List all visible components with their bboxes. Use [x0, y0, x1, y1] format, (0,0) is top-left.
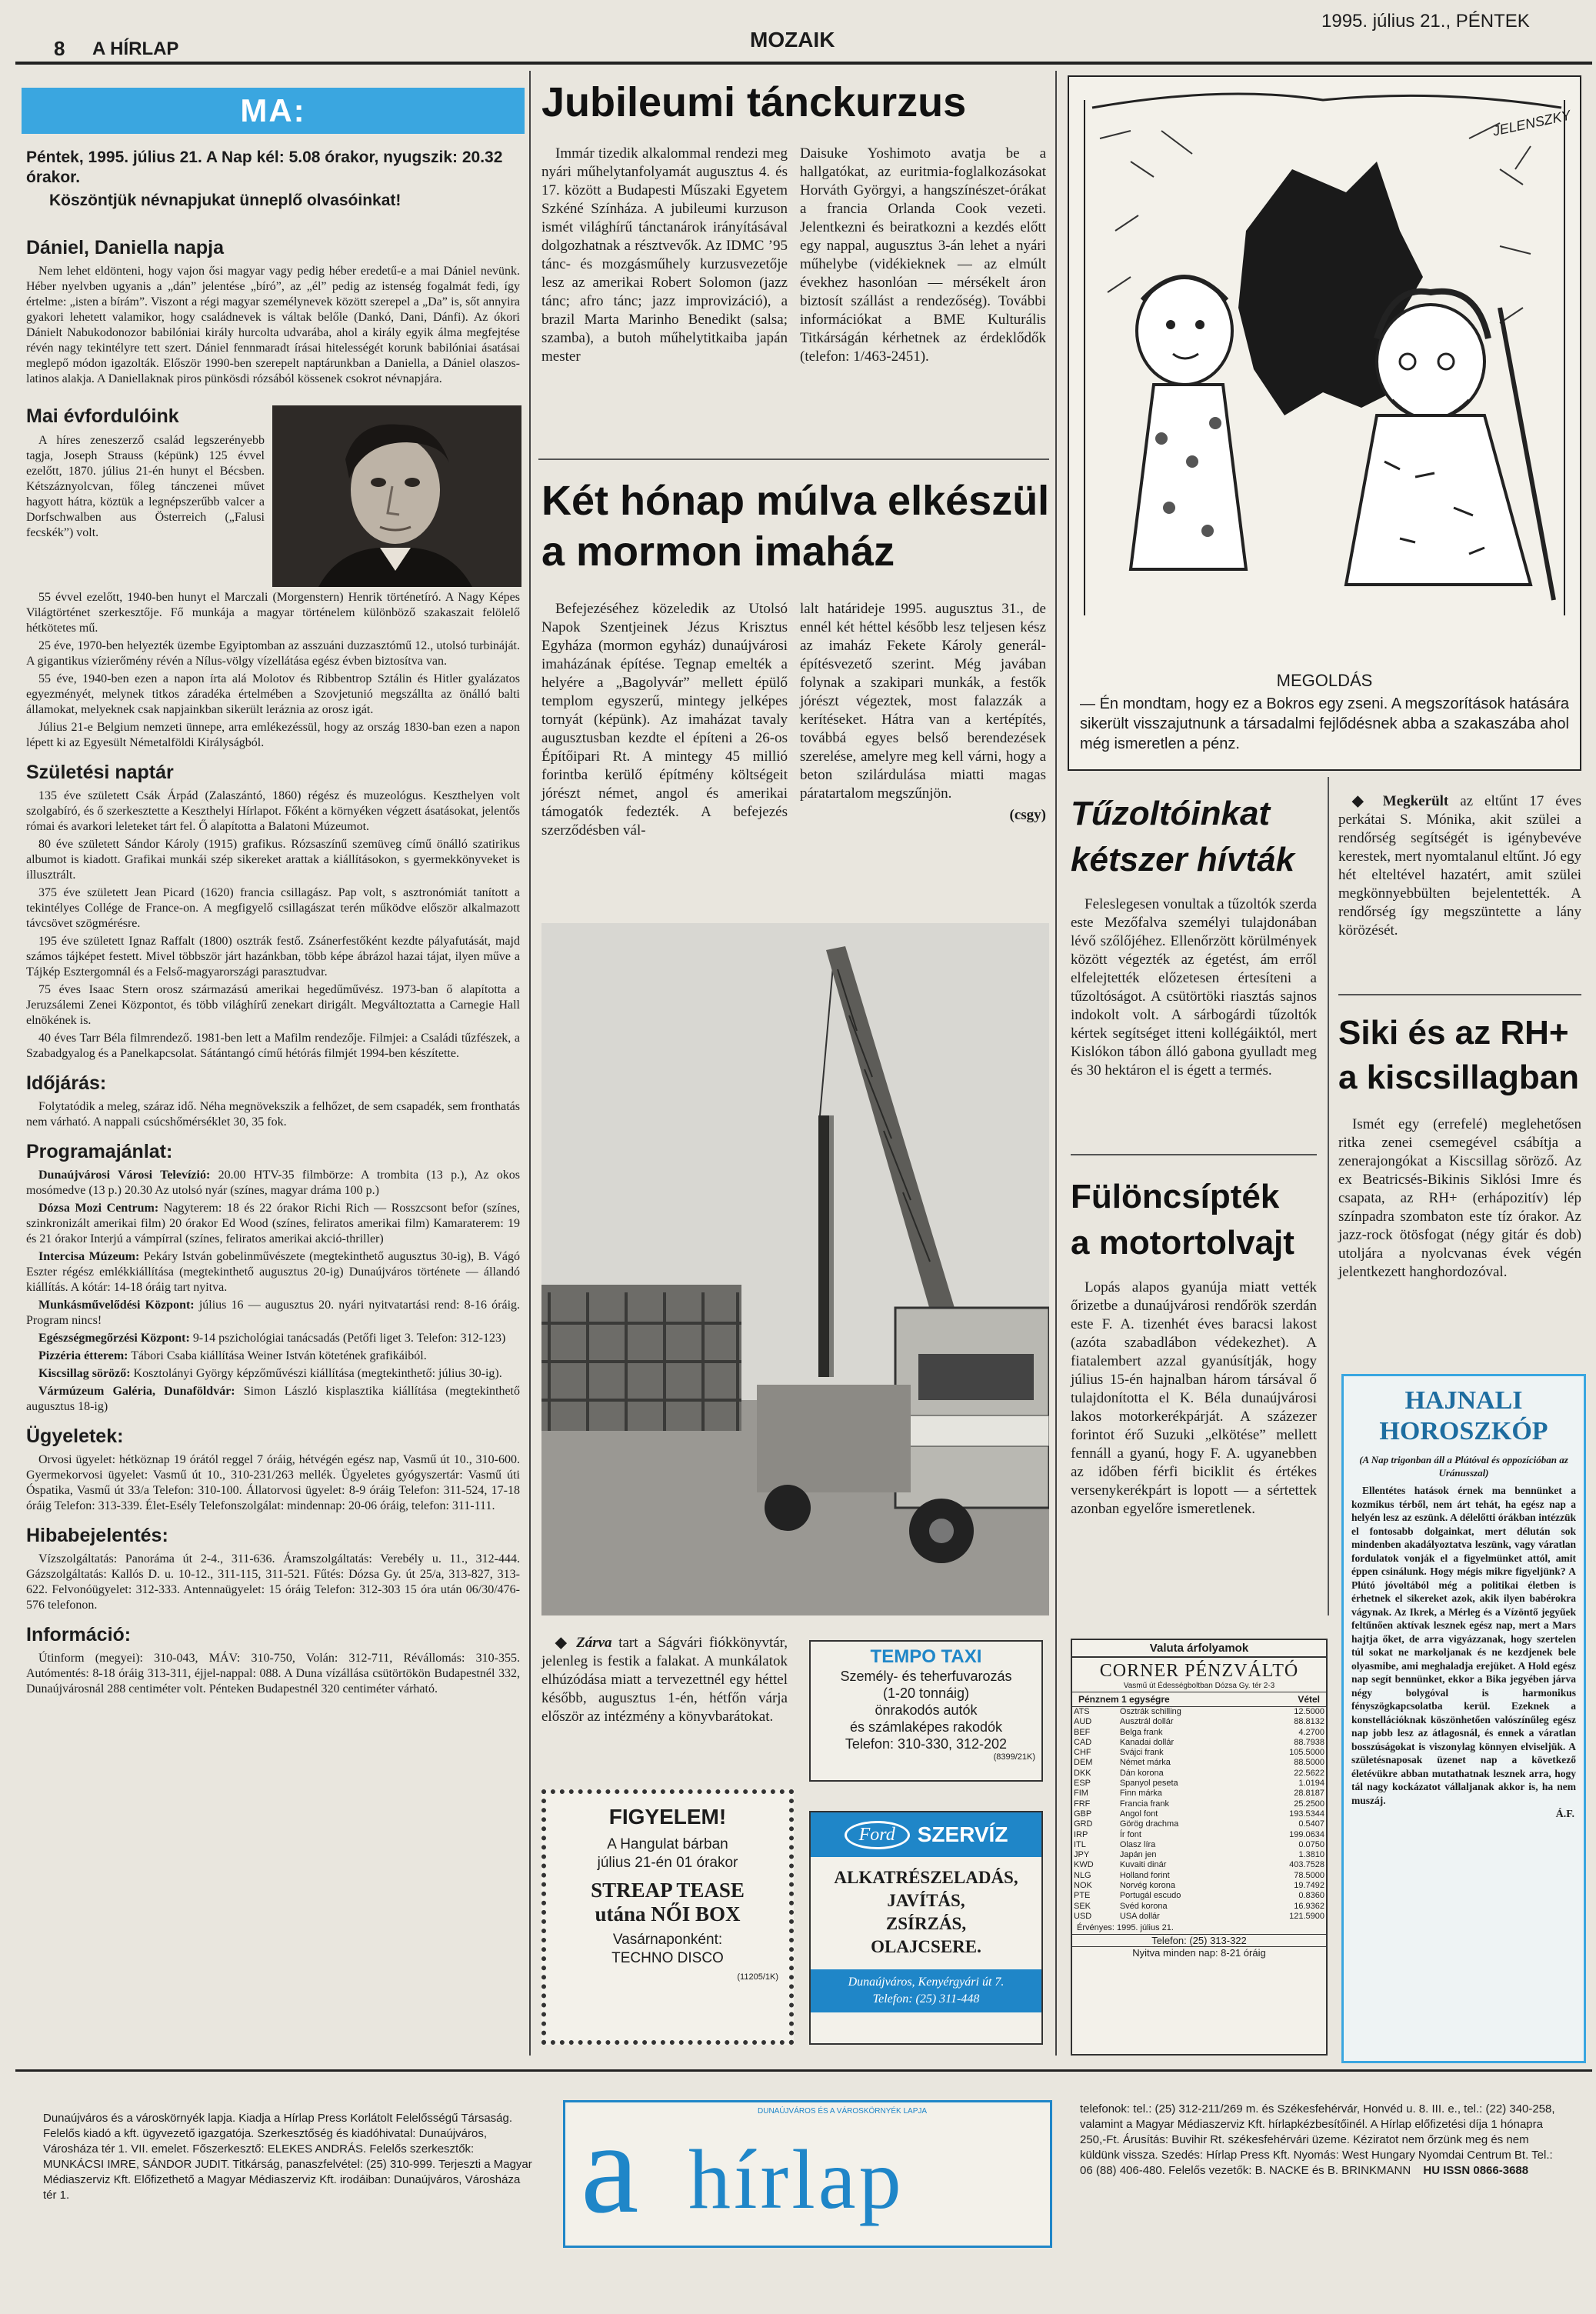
fx-currency-name: Svájci frank — [1119, 1748, 1164, 1758]
found-paragraph — [1338, 792, 1581, 940]
program-item — [26, 1298, 520, 1329]
fx-code: JPY — [1074, 1850, 1090, 1860]
fx-hours: Nyitva minden nap: 8-21 óráig — [1072, 1946, 1326, 1959]
info-title: Információ: — [26, 1624, 132, 1645]
fx-table-body — [1072, 1707, 1326, 1922]
tempo-taxi-line: önrakodós autók — [875, 1702, 978, 1718]
dance-paragraph: Daisuke Yoshimoto avatja be a hallgatókat, az euritmia-foglalkozásokat Horváth Györgyi, a hangszínészet-órákat a francia Orlanda Cook vezeti. Jelentkezni és beiratkozni a kezdés előtt egy nappal, augusztus 3-án lehet a nyári műhelybe (vidékieknek — az elmúlt évekhez hasonlóan — mérsékelt áron biztosít szállást a rendezőség). További információkat a BME Kulturális Titkárságán kérhetnek az érdeklődők (telefon: 1/463-2451). — [800, 145, 1046, 365]
program-text: Pekáry István gobelinművészete (megtekinthető augusztus 30-ig), B. Vágó Eszter régész emlékkiállítása (megtekinthető augusztus 20-ig) Dunaújváros története — állandó kiállítás. A kótár: 14-18 óráig tart nyitva. — [26, 1250, 520, 1294]
fx-rate: 1.3810 — [1298, 1850, 1324, 1860]
closed-text: tart a Ságvári fiókkönyvtár, jelenleg is festik a falakat. A munkálatok elhúzódása miatt a tervezettnél egy héttel később, augusztus 1-én, hétfőn várja először az intézmény a könyvbarátokat. — [541, 1635, 788, 1725]
issn: HU ISSN 0866-3688 — [1423, 2164, 1529, 2177]
closed-paragraph — [541, 1634, 788, 1726]
horoscope-text: Ellentétes hatások érnek ma bennünket a kozmikus térből, nem árt tehát, ha egész nap a helyén lesz az eszünk. A délelőtti órákban intézzük el fontosabb dolgainkat, mert délután sok mindenben akadályoztatva leszünk, vagy váratlan fordulatok vonják el a figyelmünket attól, amit éppen csinálunk. Hogy mégis mikre figyeljünk? A Plútó jóvoltából még a politikai életben is érhetnek el sikereket azok, akik ilyen babérokra vágynak. Az Ikrek, a Mérleg és a Vízöntő jegyűek feltűnően aktívak lesznek egész nap, mert a Mars hajtja őket, de arra vigyázzanak, hogy szertelen túl sokat ne markoljanak és ne kezdjenek bele olyasmibe, ami meghaladja erejüket. A Hold egész nap segít bennünket, ekkor a Bika jegyében járva négy bolygóval is harmonikus fényszögkapcsolatba kerül. Ezeknek a konstellációknak köszönhetően valószínűleg egész nap jobb lesz az átlagosnál, és ennek a váratlan bosszúságokat is viszonylag könnyen elviseljük. A születésnaposak üzenet nap a következő életévükre abban mutathatnak lesznek arra, hogy tál nagy kockázatot vállaljanak akkor is, ha nem muszáj. — [1351, 1485, 1576, 1806]
program-item — [26, 1366, 520, 1382]
crane-illustration — [541, 923, 1049, 1615]
fx-row — [1072, 1809, 1326, 1819]
ad-code: (8399/21K) — [993, 1752, 1035, 1762]
footer-right-text: telefonok: tel.: (25) 312-211/269 m. és Székesfehérvár, Honvéd u. 8. III. e., tel.: (22) 340-258, valamint a Magyar Médiaszerviz Kft. hírlapkézbesítőinél. A Hírlap előfizetési díja 1 hónapra 250,-Ft. Árusítás: Buvihir Rt. székesfehérvári üzeme. Kéziratot nem őrzünk meg és nem küldünk vissza. Szedés: Hírlap Press Kft. Nyomás: West Hungary Nyomdai Centrum Bt. Tel.: 06 (88) 406-480. Felelős vezetők: B. NACKE és B. BRINKMANN — [1080, 2102, 1555, 2177]
masthead-rule — [15, 62, 1592, 65]
fx-rate: 193.5344 — [1289, 1809, 1324, 1819]
thief-headline — [1071, 1174, 1294, 1266]
footer-right — [1080, 2102, 1564, 2179]
fx-currency-name: Olasz líra — [1119, 1839, 1156, 1849]
fx-row — [1072, 1830, 1326, 1840]
fx-subtitle: Vasmű út Édességboltban Dózsa Gy. tér 2-3 — [1072, 1682, 1326, 1692]
fx-row — [1072, 1717, 1326, 1727]
logo-word: hírlap — [688, 2132, 905, 2226]
fx-rate: 25.2500 — [1294, 1799, 1324, 1809]
footer-left: Dunaújváros és a városkörnyék lapja. Kiadja a Hírlap Press Korlátolt Felelősségű Társaság. Felelős kiadó a kft. ügyvezető igazgatója. Szerkesztőség és kiadóhivatal: Dunaújváros, Városháza tér 1. VII. emelet. Főszerkesztő: ELEKES ANDRÁS. Felelős szerkesztők: MUNKÁCSI IMRE, SÁNDOR JUDIT. Titkárság, panaszfelvétel: (25) 310-999. Terjeszti a Magyar Médiaszerviz Kft. Előfizethető a Magyar Médiaszerviz Kft. irodáiban: Dunaújváros, Városháza tér 1. — [43, 2112, 532, 2202]
fx-code: FIM — [1074, 1789, 1088, 1799]
fx-rate: 0.0750 — [1298, 1839, 1324, 1849]
ford-service: OLAJCSERE. — [871, 1937, 981, 1956]
fx-row — [1072, 1728, 1326, 1738]
section-divider — [1338, 994, 1581, 995]
fx-currency-name: Ír font — [1119, 1829, 1141, 1839]
figyelem-line: TECHNO DISCO — [611, 1950, 724, 1966]
cartoon-drawing — [1069, 77, 1580, 631]
ford-logo: Ford — [845, 1821, 910, 1849]
info-paragraph: Útinform (megyei): 310-043, MÁV: 310-750, Volán: 312-711, Révállomás: 310-355. Autómentés: 8-18 óráig 313-311, éjjel-nappal: 088. A Duna vízállása csütörtökön Budapestnél 332, Dunaújvárosnál 288 centiméter volt. Pénteken Budapestnél 320 centiméter várható. — [26, 1652, 520, 1695]
fx-table — [1072, 1707, 1326, 1922]
figyelem-line: július 21-én 01 órakor — [597, 1855, 738, 1871]
fx-code: DKK — [1074, 1768, 1091, 1778]
weather-title: Időjárás: — [26, 1072, 107, 1094]
fx-rate: 0.8360 — [1298, 1891, 1324, 1901]
fx-rate: 1.0194 — [1298, 1779, 1324, 1789]
horoscope-box — [1341, 1374, 1586, 2063]
section-divider — [538, 458, 1049, 460]
fx-row — [1072, 1860, 1326, 1870]
fx-rate: 121.5900 — [1289, 1911, 1324, 1921]
program-text: Nagyterem: 18 és 22 órakor Richi Rich — Rosszcsont befor (színes, szinkronizált amerikai film) 20 órakor Ed Wood (színes, feliratos amerikai film) Kamaraterem: 19 és 21 órakor Interjú a vámpírral (színes, feliratos amerikai akció-thriller) — [26, 1202, 520, 1245]
fx-currency-name: Portugál escudo — [1119, 1891, 1181, 1901]
siki-text — [1338, 1115, 1581, 1285]
fx-currency-name: Kuvaiti dinár — [1119, 1860, 1167, 1870]
fx-rate: 105.5000 — [1289, 1748, 1324, 1758]
horoscope-title-line1: HAJNALI — [1404, 1386, 1523, 1415]
fx-currency-name: Belga frank — [1119, 1727, 1163, 1737]
fx-rate: 88.5000 — [1294, 1758, 1324, 1768]
fx-rate: 78.5000 — [1294, 1870, 1324, 1880]
fx-currency-name: Finn márka — [1119, 1789, 1162, 1799]
fx-code: BEF — [1074, 1727, 1091, 1737]
fx-col-currency: Pénznem 1 egységre — [1078, 1694, 1170, 1705]
fx-row — [1072, 1769, 1326, 1779]
program-venue: Munkásművelődési Központ: — [38, 1299, 195, 1312]
closed-lead: ◆ Zárva — [555, 1635, 612, 1651]
fx-row — [1072, 1758, 1326, 1768]
fx-rate: 12.5000 — [1294, 1707, 1324, 1716]
fx-row — [1072, 1902, 1326, 1912]
fx-row — [1072, 1850, 1326, 1860]
fx-row — [1072, 1779, 1326, 1789]
column-rule — [1328, 777, 1329, 1615]
firefighter-headline — [1071, 791, 1294, 883]
fx-row — [1072, 1891, 1326, 1901]
portrait-illustration — [272, 405, 521, 587]
page-number: 8 — [54, 37, 65, 60]
closed-notice — [541, 1634, 788, 1729]
section-divider — [1071, 1154, 1317, 1155]
anniversaries-intro-text: A híres zeneszerző család legszerényebb tagja, Joseph Strauss (képünk) 125 évvel ezelőtt, 1870. július 21-én hunyt el Bécsben. Kétszáznyolcvan, főleg tánczenei művet hagyott hátra, köztük a legnépszerűbb valcer a Dorfschwalben aus Österreich („Falusi fecskék”) volt. — [26, 434, 265, 539]
figyelem-highlight: STREAP TEASE — [591, 1879, 745, 1902]
program-text: Tábori Csaba kiállítása Weiner István kötetének grafikáiból. — [131, 1349, 427, 1362]
footer-rule — [15, 2069, 1592, 2072]
duty-text — [26, 1452, 520, 1514]
program-venue: Dunaújvárosi Városi Televízió: — [38, 1169, 211, 1182]
cartoon-signature: JELENSZKY — [1491, 107, 1572, 139]
program-list — [26, 1168, 520, 1415]
fx-currency-name: Svéd korona — [1119, 1901, 1168, 1911]
fx-currency-name: Spanyol peseta — [1119, 1779, 1178, 1789]
mormon-headline-line2: a mormon imaház — [541, 528, 895, 575]
program-item — [26, 1384, 520, 1415]
ad-code: (11205/1K) — [737, 1972, 778, 1982]
program-venue: Kiscsillag söröző: — [38, 1367, 131, 1380]
fx-rate: 88.7938 — [1294, 1737, 1324, 1747]
fx-row — [1072, 1871, 1326, 1881]
fx-code: USD — [1074, 1911, 1092, 1921]
mormon-paragraph: lalt határideje 1995. augusztus 31., de ennél két héttel később lesz teljesen kész az imaház Fekete Károly generál-építésvezető szerint. Még javában folynak a szakipari munkák, a festők jórészt végeztek, most falazzák a kerítéseket. Hátra van a kertépítés, továbbá egyes belső berendezések szerelése, amelyre meg kell várni, hogy a beton szilárdulása miatti magas páratartalom megszűnjön. — [800, 601, 1046, 802]
program-item — [26, 1201, 520, 1247]
fx-code: CHF — [1074, 1748, 1091, 1758]
ma-banner — [22, 88, 525, 134]
ford-footer — [811, 1969, 1041, 2012]
ford-header — [811, 1812, 1041, 1857]
tempo-taxi-line: (1-20 tonnáig) — [882, 1685, 970, 1701]
ford-service: ZSÍRZÁS, — [885, 1914, 967, 1933]
birthday-title: Születési naptár — [26, 762, 174, 783]
column-rule — [1055, 71, 1057, 2056]
tempo-taxi-line: Személy- és teherfuvarozás — [840, 1669, 1012, 1684]
program-text: Simon László kisplasztika kiállítása (megtekinthető augusztus 18-ig) — [26, 1385, 520, 1413]
fx-rate: 403.7528 — [1289, 1860, 1324, 1870]
program-item — [26, 1349, 520, 1364]
anniversary-item: 55 évvel ezelőtt, 1940-ben hunyt el Marczali (Morgenstern) Henrik történetíró. A Nagy Képes Világtörténet szerkesztője. Fő munkája a magyar történelem különböző szakaszait felölelő hétkötetes mű. — [26, 591, 520, 635]
column-rule — [529, 71, 531, 2056]
fx-code: ITL — [1074, 1839, 1086, 1849]
strauss-portrait — [272, 405, 521, 587]
fx-row — [1072, 1748, 1326, 1758]
nameday-title: Dániel, Daniella napja — [26, 237, 225, 258]
program-item — [26, 1168, 520, 1199]
fx-row — [1072, 1799, 1326, 1809]
fx-currency-name: Osztrák schilling — [1119, 1707, 1181, 1716]
birthday-item: 80 éve született Sándor Károly (1915) grafikus. Rózsaszínű szemüveg című önálló szatirikus albumot is kiadott. Grafikai munkái szép sikereket arattak a kiállításokon, s gyermekkönyveket is illusztrált. — [26, 838, 520, 882]
figyelem-title: FIGYELEM! — [608, 1805, 727, 1829]
closed-lead-word: Zárva — [576, 1635, 612, 1651]
figyelem-ad — [541, 1789, 794, 2045]
logo-a: a — [581, 2096, 639, 2240]
fx-currency-name: USA dollár — [1119, 1911, 1160, 1921]
birthday-item: 40 éves Tarr Béla filmrendező. 1981-ben lett a Mafilm rendezője. Filmjei: a Családi tűzfészek, a Szabadgyalog és a Panelkapcsolat. Sátántangó című hétórás filmjét 1994-ben készítette. — [26, 1032, 520, 1060]
siki-headline-line2: a kiscsillagban — [1338, 1059, 1580, 1096]
ford-address: Dunaújváros, Kenyérgyári út 7. — [848, 1976, 1005, 1989]
fx-currency-name: Francia frank — [1119, 1799, 1170, 1809]
fx-header: Valuta árfolyamok — [1072, 1640, 1326, 1658]
today-column — [26, 148, 520, 1699]
dance-headline: Jubileumi tánckurzus — [541, 79, 967, 125]
tempo-taxi-title: TEMPO TAXI — [870, 1646, 982, 1667]
fx-currency-name: Japán jen — [1119, 1850, 1157, 1860]
firefighter-paragraph: Feleslegesen vonultak a tűzoltók szerda este Mezőfalva személyi tulajdonában lévő szőlőjéhez. Ellenőrzött körülmények között végezték az égetést, ám erről elfelejtették előzetesen értesíteni a tűzoltóságot. A csütörtöki riasztás sajnos indokolt volt. A sárbogárdi tűzoltók kértek segítséget itteni kollégáiktól, mert Kislókon tábon álló gabona gyulladt meg és 30 hektáron el is égett a termés. — [1071, 896, 1317, 1079]
found-lead: ◆ Megkerült — [1352, 793, 1449, 809]
mormon-col1 — [541, 600, 788, 843]
mormon-paragraph: Befejezéséhez közeledik az Utolsó Napok Szentjeinek Jézus Krisztus Egyháza (mormon egyház) dunaújvárosi imaházának építése. Tegnap emelték a helyére a „Bagolyvár” mellett épülő templom egyszerű, mintegy jelképes tornyát (képünk). Az imaházat tavaly augusztusban kezdte el építeni a 26-os Építőipari Rt. A mintegy 45 millió forintba kerülő építmény költségeit jórészt német, angol és amerikai támogatók fedezték. A befejezés szerződésben vál- — [541, 601, 788, 839]
siki-headline — [1338, 1011, 1579, 1100]
fx-code: AUD — [1074, 1717, 1092, 1727]
fx-code: CAD — [1074, 1737, 1092, 1747]
thief-headline-line2: a motortolvajt — [1071, 1224, 1294, 1262]
fx-col-buy: Vétel — [1298, 1694, 1320, 1705]
fx-row — [1072, 1707, 1326, 1717]
duty-paragraph: Orvosi ügyelet: hétköznap 19 órától reggel 7 óráig, hétvégén egész nap, Vasmű út 10., 310-600. Gyermekorvosi ügyelet: Vasmű út 10., 310-231/263 mellék. Ügyeletes gyógyszertár: Vasmű úti Óspatika, Vasmű út 33/a Telefon: 310-100. Állatorvosi ügyelet: 8-9 óráig Telefon: 311-524, 17-18 óráig Telefon: 313-339. Élet-Esély Telefonszolgálat: mindennap: 20-06 óráig, telefon: 311-111. — [26, 1453, 520, 1512]
found-text: az eltűnt 17 éves perkátai S. Mónika, akit szülei a rendőrség segítségét is igénybevéve kerestek, mert nyomtalanul eltűnt. Jó egy hét elteltével hazatért, amit szülei megkönnyebbülten bejelentették. A rendőrség így megszüntette a lány körözését. — [1338, 793, 1581, 939]
weather-text — [26, 1099, 520, 1130]
ford-phone: Telefon: (25) 311-448 — [872, 1992, 980, 2006]
cartoon-caption-title: MEGOLDÁS — [1276, 671, 1373, 690]
construction-photo — [541, 923, 1049, 1615]
nameday-text — [26, 264, 520, 387]
fx-rate: 22.5622 — [1294, 1768, 1324, 1778]
fx-column-head — [1072, 1692, 1326, 1707]
fx-currency-name: Német márka — [1119, 1758, 1171, 1768]
faults-text — [26, 1552, 520, 1613]
fx-row — [1072, 1819, 1326, 1829]
fx-code: FRF — [1074, 1799, 1091, 1809]
tempo-taxi-ad — [809, 1640, 1043, 1782]
weather-paragraph: Folytatódik a meleg, száraz idő. Néha megnövekszik a felhőzet, de sem csapadék, sem fronthatás nem várható. A nappali csúcshőmérséklet 30, 35 fok. — [26, 1100, 520, 1129]
cartoon-box — [1068, 75, 1581, 771]
fx-row — [1072, 1738, 1326, 1748]
fx-rate: 0.5407 — [1298, 1819, 1324, 1829]
figyelem-line: Vasárnaponként: — [612, 1932, 723, 1948]
firefighter-headline-line1: Tűzoltóinkat — [1071, 795, 1271, 832]
fx-row — [1072, 1912, 1326, 1922]
ma-banner-text: MA: — [240, 92, 306, 128]
birthday-item: 195 éve született Ignaz Raffalt (1800) osztrák festő. Zsánerfestőként kezdte pályafutását, majd számos tájképet festett. Mivel többször járt hazánkban, több képe ábrázol hazai tájat, ilyen műve a Tájkép Esztergomnál és a Felső-magyarországi parasztudvar. — [26, 935, 520, 979]
fx-rate: 19.7492 — [1294, 1881, 1324, 1891]
fx-phone: Telefon: (25) 313-322 — [1072, 1934, 1326, 1946]
program-text: 9-14 pszichológiai tanácsadás (Petőfi liget 3. Telefon: 312-123) — [192, 1332, 506, 1345]
hirlap-logo — [563, 2096, 1052, 2248]
fx-currency-name: Kanadai dollár — [1119, 1737, 1175, 1747]
tempo-taxi-line: és számlaképes rakodók — [849, 1719, 1003, 1735]
fx-rate: 28.8187 — [1294, 1789, 1324, 1799]
program-item — [26, 1331, 520, 1346]
figyelem-line: A Hangulat bárban — [607, 1836, 728, 1852]
anniversary-item: Július 21-e Belgium nemzeti ünnepe, arra emlékezéssül, hogy az ország 1830-ban ezen a napon lépett ki az Egyesült Németalföldi Királyságból. — [26, 721, 520, 749]
fx-code: DEM — [1074, 1758, 1093, 1768]
anniversary-item: 25 éve, 1970-ben helyezték üzembe Egyiptomban az asszuáni duzzasztómű 12., utolsó turbináját. A gigantikus vízierőmény révén a Nílus-völgy vízellátása egész évben biztosítva van. — [26, 639, 520, 668]
thief-paragraph: Lopás alapos gyanúja miatt vették őrizetbe a dunaújvárosi rendőrök szerdán este F. A. tizenhét éves baracsi lakost (azóta szabadlábon védekezhet). A fiatalembert azzal gyanúsítják, hogy július 15-én hajnalban három társával ő tulajdonította el K. Béla dunaújvárosi lakos motorkerékpárját. A százezer forintot érő Suzuki „elkötése” mellett fennáll a gyanú, hogy F. A. ugyanebben az időben férfi biciklit és értékes versenykerékpárt is lopott — a sértettek azonban egyelőre ismeretlenek. — [1071, 1279, 1317, 1517]
siki-paragraph: Ismét egy (errefelé) meglehetősen ritka zenei csemegével csábítja a zenerajongókat a Kiscsillag söröző. Az ex Beatricsés-Bikinis Siklósi Imre és csapata, az RH+ (erhápozitív) lép színpadra szombaton este tíz órakor. Az jazz-rock ötösfogat (négy gitár és dob) utoljára a nyolcvanas évek végén jelentkezett hanghordozóval. — [1338, 1116, 1581, 1280]
fx-code: NOK — [1074, 1881, 1092, 1891]
horoscope-signature: Á.F. — [1555, 1809, 1574, 1820]
fx-currency-name: Angol font — [1119, 1809, 1158, 1819]
fx-code: PTE — [1074, 1891, 1091, 1901]
horoscope-title — [1344, 1385, 1584, 1447]
anniversaries-intro — [26, 433, 265, 543]
anniversaries-title: Mai évfordulóink — [26, 405, 179, 427]
fx-code: ATS — [1074, 1707, 1090, 1716]
birthday-list — [26, 789, 520, 1062]
tempo-taxi-line: Telefon: 310-330, 312-202 — [845, 1736, 1008, 1752]
cartoon-caption: — Én mondtam, hogy ez a Bokros egy zseni. A megszorítások hatására sikerült visszajutnunk a társadalmi fejlődésnek abba a szakaszába ahol még ismeretlen a pénz. — [1080, 695, 1569, 752]
logo-tagline: DUNAÚJVÁROS ÉS A VÁROSKÖRNYÉK LAPJA — [758, 2107, 928, 2116]
mormon-headline-line1: Két hónap múlva elkészül — [541, 478, 1050, 524]
fx-code: KWD — [1074, 1860, 1094, 1870]
firefighter-headline-line2: kétszer hívták — [1071, 841, 1295, 879]
anniversaries-block — [26, 405, 520, 592]
program-venue: Egészségmegőrzési Központ: — [38, 1332, 190, 1345]
fx-code: SEK — [1074, 1901, 1091, 1911]
fx-row — [1072, 1789, 1326, 1799]
thief-text — [1071, 1279, 1317, 1522]
ford-service: ALKATRÉSZELADÁS, — [834, 1868, 1018, 1887]
program-venue: Dózsa Mozi Centrum: — [38, 1202, 159, 1215]
section-name: MOZAIK — [750, 28, 835, 52]
horoscope-title-line2: HOROSZKÓP — [1379, 1417, 1548, 1445]
fx-row — [1072, 1840, 1326, 1850]
fx-currency-name: Dán korona — [1119, 1768, 1164, 1778]
fx-code: NLG — [1074, 1870, 1091, 1880]
mormon-col2 — [800, 600, 1046, 825]
birthday-item: 375 éve született Jean Picard (1620) francia csillagász. Pap volt, s asztronómiát tanított a tekintélyes Collége de France-on. A megfigyelő csillagászat terén működve először alkalmazott távcsövet szögmérésre. — [26, 886, 520, 930]
paper-name: A HÍRLAP — [92, 38, 179, 59]
faults-paragraph: Vízszolgáltatás: Panoráma út 2-4., 311-636. Áramszolgáltatás: Verebély u. 11., 312-444. Gázszolgáltatás: Kallós D. u. 10-12., 311-115, 311-521. Fűtés: Dózsa Gy. út 25/a, 313-827, 313-622. Felvonóügyelet: 312-333. Antennaügyelet: 15 óráig Telefon: 312-303 15 óra után 06/30/476-576 telefonon. — [26, 1552, 520, 1612]
sun-times: Péntek, 1995. július 21. A Nap kél: 5.08 órakor, nyugszik: 20.32 órakor. — [26, 148, 503, 186]
fx-rate: 88.8132 — [1294, 1717, 1324, 1727]
ford-service: JAVÍTÁS, — [887, 1891, 965, 1910]
fx-box — [1071, 1639, 1328, 2056]
fx-rate: 16.9362 — [1294, 1901, 1324, 1911]
duty-title: Ügyeletek: — [26, 1425, 124, 1447]
fx-rate: 199.0634 — [1289, 1829, 1324, 1839]
program-text: 20.00 HTV-35 filmbörze: A trombita (13 p.), Az okos mosómedve (13 p.) 20.30 Az utolsó nyár (színes, magyar dráma 100 p.) — [26, 1169, 520, 1197]
program-item — [26, 1249, 520, 1295]
mormon-byline: (csgy) — [1009, 807, 1046, 823]
fx-company: CORNER PÉNZVÁLTÓ — [1099, 1661, 1299, 1681]
program-title: Programajánlat: — [26, 1141, 173, 1162]
ford-ad — [809, 1811, 1043, 2045]
found-notice — [1338, 792, 1581, 943]
fx-rate: 4.2700 — [1298, 1727, 1324, 1737]
program-venue: Pizzéria étterem: — [38, 1349, 128, 1362]
fx-code: IRP — [1074, 1829, 1088, 1839]
program-venue: Intercisa Múzeum: — [38, 1250, 140, 1263]
fx-currency-name: Ausztrál dollár — [1119, 1717, 1174, 1727]
program-text: július 16 — augusztus 20. nyári nyitvatartási rend: 8-16 óráig. Program nincs! — [26, 1299, 521, 1327]
issue-date: 1995. július 21., PÉNTEK — [1321, 11, 1530, 32]
dance-paragraph: Immár tizedik alkalommal rendezi meg nyári műhelytanfolyamát augusztus 4. és 17. között a Budapesti Műszaki Egyetem Szkéné Színháza. A jubileumi kurzuson ismét világhírű tánctanárok irányításával dolgozhatnak a résztvevők. Az IDMC ’95 tánc- és mozgásműhely kurzusvezetője lesz az amerikai Robert Solomon (jazz tánc; afro tánc; jazz improvizáció), a brazil Marta Marinho Benedikt (salsa; szamba), a butoh műhelytitkaiba japán mester — [541, 145, 788, 365]
siki-headline-line1: Siki és az RH+ — [1338, 1014, 1569, 1052]
firefighter-text — [1071, 895, 1317, 1083]
birthday-item: 135 éve született Csák Árpád (Zalaszántó, 1860) régész és muzeológus. Keszthelyen volt szolgabíró, és ő szerkesztette a Keszthelyi Hírlapot. Főként a környéken végzett ásatásokat, jelentős római és avarkori leleteket tárt fel. Ő alapította a Balatoni Múzeumot. — [26, 789, 520, 833]
thief-headline-line1: Fülöncsípték — [1071, 1178, 1280, 1215]
ford-title: SZERVÍZ — [917, 1822, 1008, 1846]
figyelem-highlight: utána NŐI BOX — [595, 1902, 741, 1926]
fx-currency-name: Holland forint — [1119, 1870, 1170, 1880]
fx-code: GBP — [1074, 1809, 1092, 1819]
fx-row — [1072, 1881, 1326, 1891]
program-venue: Vármúzeum Galéria, Dunaföldvár: — [38, 1385, 235, 1398]
birthday-item: 75 éves Isaac Stern orosz származású amerikai hegedűművész. 1973-ban ő alapította a Jeruzsálemi Zenei Központot, és több világhírű zenekart dirigált. Megváltoztatta a Carnegie Hall elnökének is. — [26, 983, 520, 1027]
fx-code: GRD — [1074, 1819, 1093, 1829]
fx-currency-name: Norvég korona — [1119, 1881, 1175, 1891]
greeting: Köszöntjük névnapjukat ünneplő olvasóinkat! — [49, 192, 401, 209]
anniversaries-more — [26, 590, 520, 751]
fx-code: ESP — [1074, 1779, 1091, 1789]
fx-currency-name: Görög drachma — [1119, 1819, 1179, 1829]
nameday-paragraph: Nem lehet eldönteni, hogy vajon ősi magyar vagy pedig héber eredetű-e a mai Dániel nevünk. Héber nyelvben ugyanis a „dán” jelentése „bíró”, az „él” pedig az istenség fogalmát fedi, így értelme: „isten a bírám”. Viszont a régi magyar személynevek között szerepel a „Da” is, sőt annyira gyakori lehetett valamikor, hogy családnevek is váltak belőle (Dankó, Dani, Dánfi). Az ókori Dánielt Nabukodonozor babilóniai király hurcolta udvarába, ahol a király egyik álma megfejtése révén nagy tekintélyre tett szert. Dániel fennmaradt írásai hitelességét korunk babilóniai ásatásai meglepő módon igazolták. Először 1990-ben szerepelt naptárunkban a Daniella, a Dániel olaszos-latinos alakja. A Daniellaknak piros pünkösdi rózsából kössenek csokrot névnapjára. — [26, 265, 520, 385]
fx-valid: Érvényes: 1995. július 21. — [1077, 1923, 1174, 1933]
program-text: Kosztolányi György képzőművészi kiállítása (megtekinthető: július 30-ig). — [133, 1367, 502, 1380]
faults-title: Hibabejelentés: — [26, 1525, 168, 1546]
dance-col1 — [541, 145, 788, 369]
mormon-headline — [541, 475, 1049, 577]
horoscope-subtitle: (A Nap trigonban áll a Plútóval és oppozícióban az Uránusszal) — [1359, 1454, 1568, 1479]
info-text — [26, 1651, 520, 1697]
dance-col2 — [800, 145, 1046, 369]
found-lead-word: Megkerült — [1382, 793, 1449, 809]
anniversary-item: 55 éve, 1940-ben ezen a napon írta alá Molotov és Ribbentrop Sztálin és Hitler gyalázatos egyezményét, melynek titkos záradéka értelmében a Szovjetunió megszállta az önálló balti államokat, melyeknek csak napjainkban sikerült leráznia az orosz igát. — [26, 672, 520, 716]
